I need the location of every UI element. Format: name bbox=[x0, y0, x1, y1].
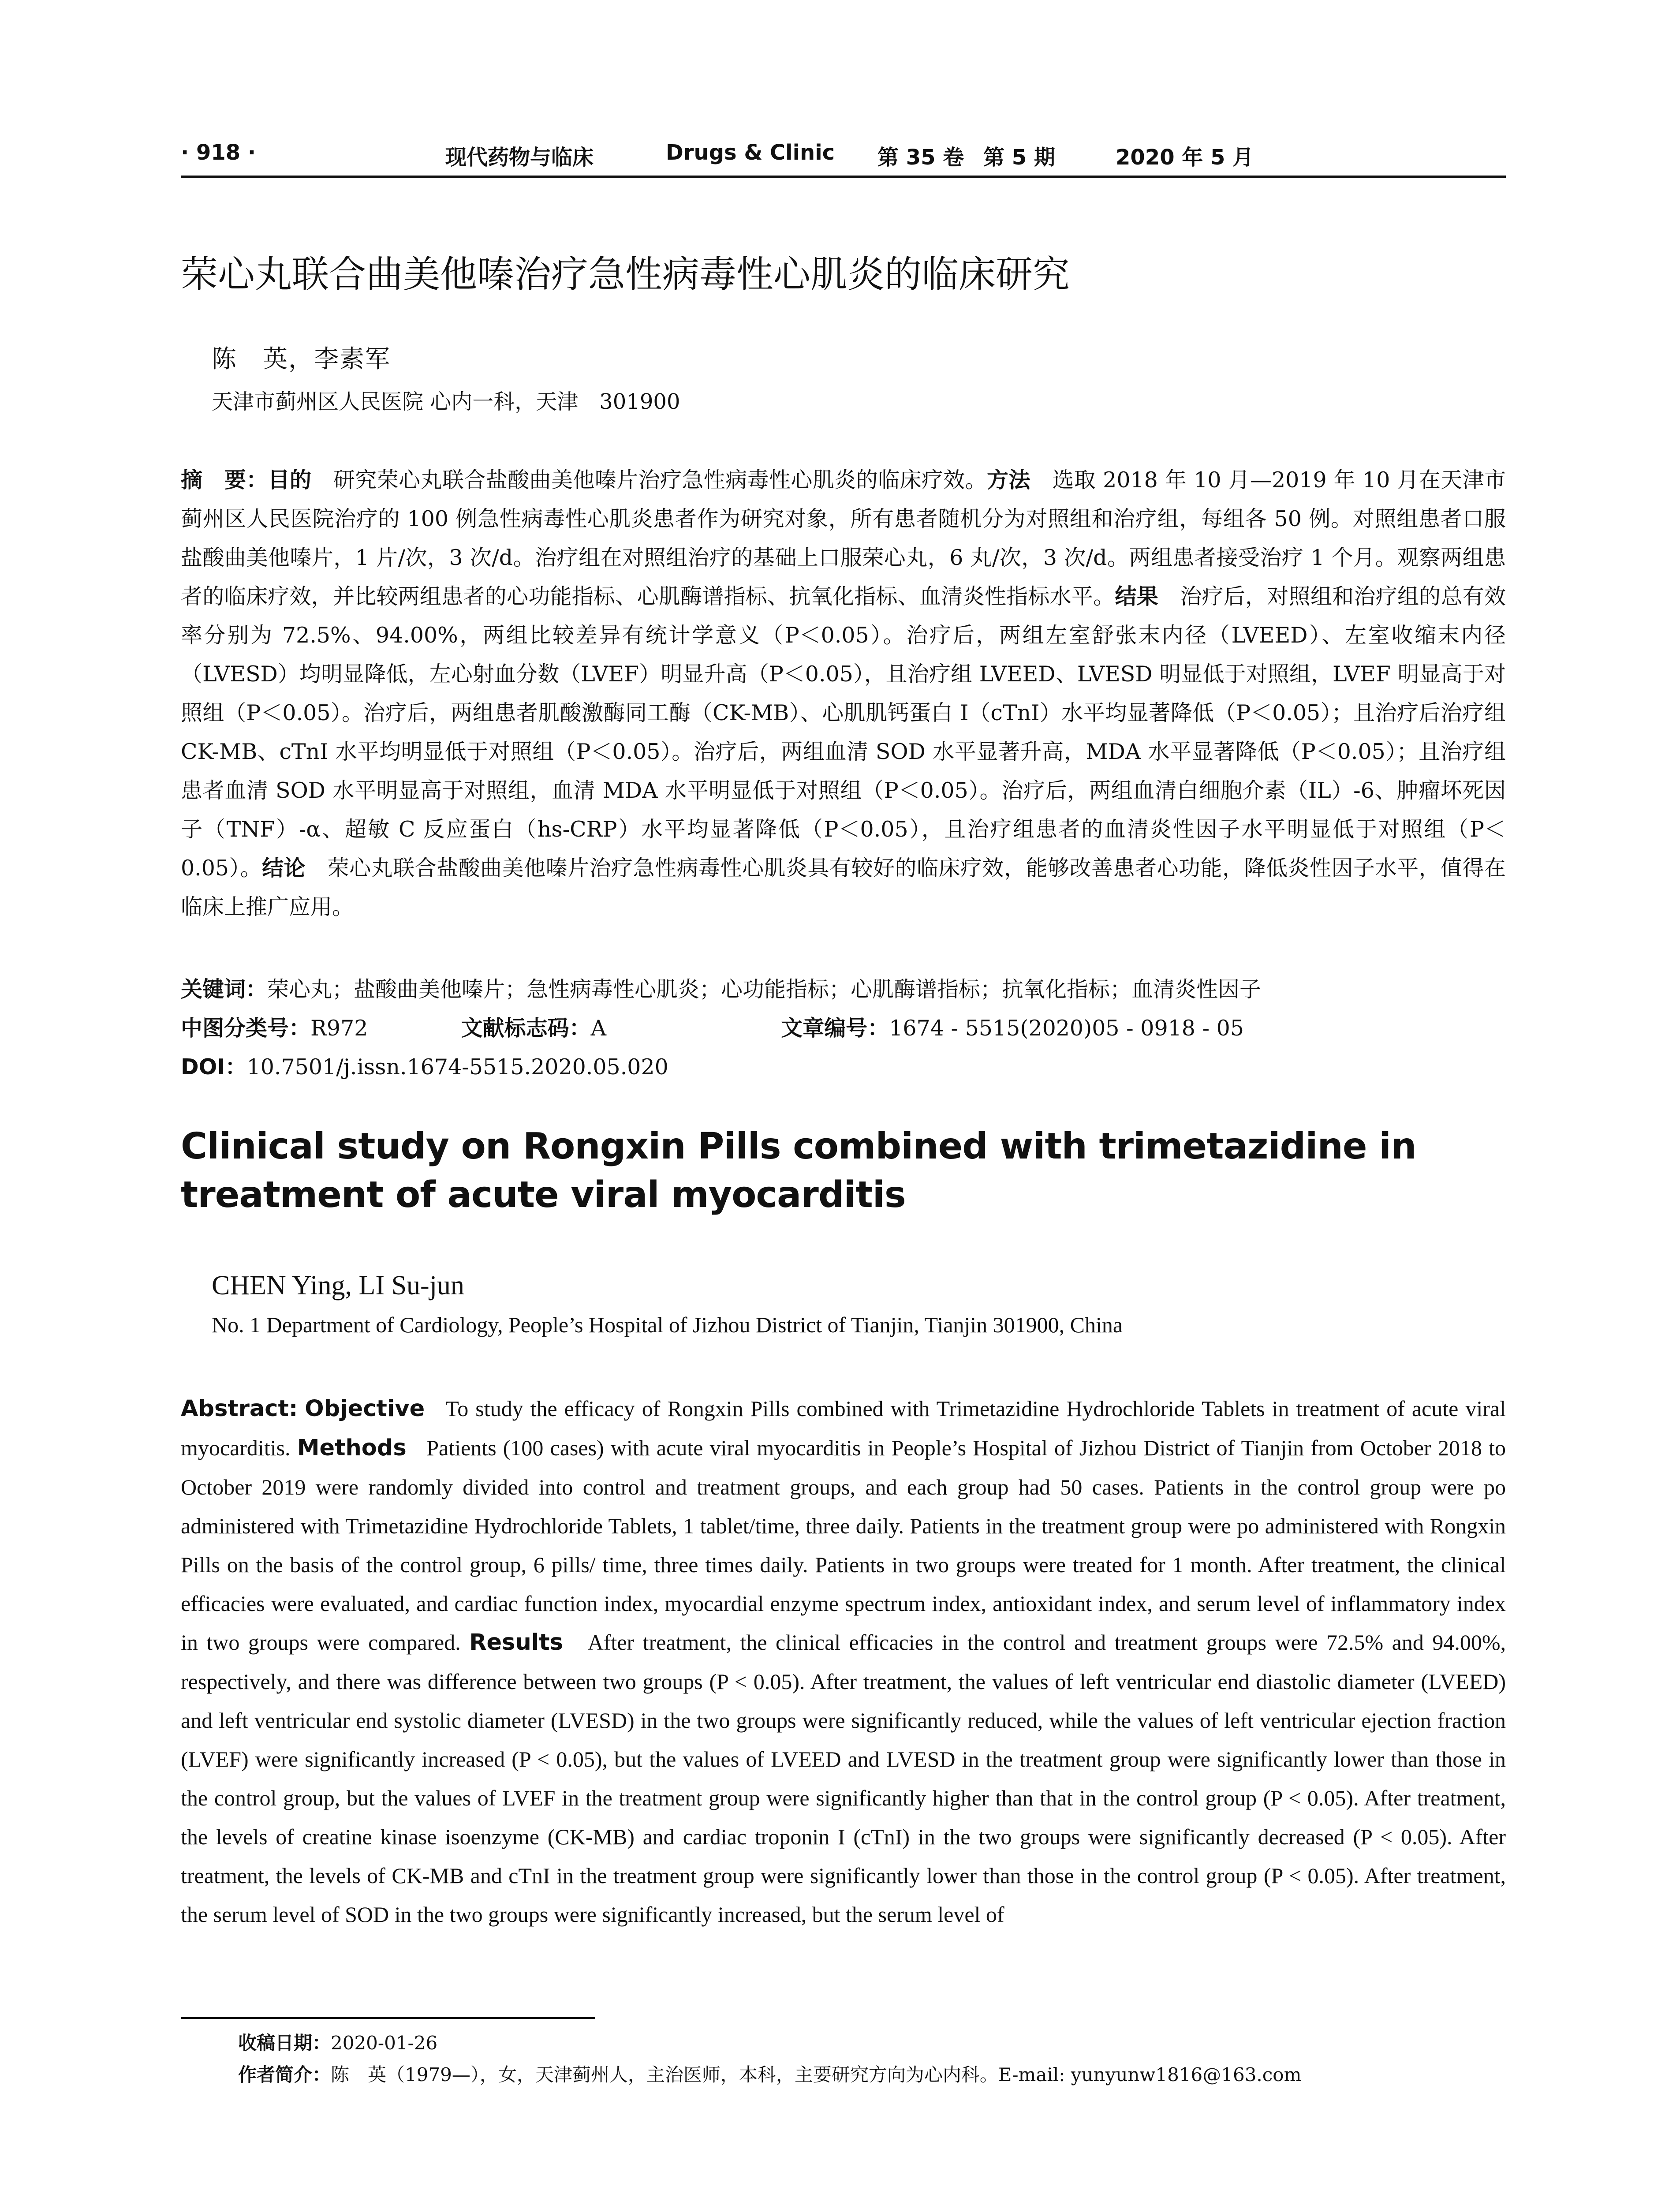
abstract-cn bbox=[181, 461, 1506, 927]
objective-text-cn: 研究荣心丸联合盐酸曲美他嗪片治疗急性病毒性心肌炎的临床疗效。 bbox=[333, 467, 987, 493]
article-no-label: 文章编号： bbox=[781, 1016, 889, 1041]
received-label: 收稿日期： bbox=[238, 2032, 331, 2054]
clc-label: 中图分类号： bbox=[181, 1016, 311, 1041]
objective-label-en: Objective bbox=[305, 1396, 425, 1422]
keywords-label: 关键词： bbox=[181, 977, 268, 1002]
journal-name-en: Drugs & Clinic bbox=[666, 140, 835, 165]
methods-text-cn: 选取 2018 年 10 月—2019 年 10 月在天津市蓟州区人民医院治疗的 100 例急性病毒性心肌炎患者作为研究对象，所有患者随机分为对照组和治疗组，每组各 50 例。对照组患者口服盐酸曲美他嗪片，1 片/次，3 次/d。治疗组在对照组治疗的基础上口服荣心丸，6 丸/次，3 次/d。两组患者接受治疗 1 个月。观察两组患者的临床疗效，并比较两组患者的心功能指标、心肌酶谱指标、抗氧化指标、血清炎性指标水平。 bbox=[181, 467, 1506, 609]
issue: 第 5 期 bbox=[983, 145, 1055, 170]
abstract-en bbox=[181, 1389, 1506, 1934]
results-text-cn: 治疗后，对照组和治疗组的总有效率分别为 72.5%、94.00%，两组比较差异有统计学意义（P＜0.05）。治疗后，两组左室舒张末内径（LVEED）、左室收缩末内径（LVESD）均明显降低，左心射血分数（LVEF）明显升高（P＜0.05），且治疗组 LVEED、LVESD 明显低于对照组，LVEF 明显高于对照组（P＜0.05）。治疗后，两组患者肌酸激酶同工酶（CK-MB）、心肌肌钙蛋白 I（cTnI）水平均显著降低（P＜0.05）；且治疗后治疗组 CK-MB、cTnI 水平均明显低于对照组（P＜0.05）。治疗后，两组血清 SOD 水平显著升高，MDA 水平显著降低（P＜0.05）；且治疗组患者血清 SOD 水平明显高于对照组，血清 MDA 水平明显低于对照组（P＜0.05）。治疗后，两组血清白细胞介素（IL）-6、肿瘤坏死因子（TNF）-α、超敏 C 反应蛋白（hs-CRP）水平均显著降低（P＜0.05），且治疗组患者的血清炎性因子水平明显低于对照组（P＜0.05）。 bbox=[181, 584, 1506, 881]
abstract-label-en: Abstract: bbox=[181, 1396, 298, 1422]
objective-text-en: To study the efficacy of Rongxin Pills combined with Trimetazidine Hydrochloride Tablets in treatment of acute viral myocarditis. bbox=[181, 1396, 1506, 1460]
received-value: 2020-01-26 bbox=[331, 2032, 438, 2054]
doi-label: DOI： bbox=[181, 1054, 247, 1080]
conclusion-label-cn: 结论 bbox=[262, 856, 306, 881]
author-bio-note bbox=[238, 2060, 1301, 2087]
doccode-field bbox=[461, 1011, 774, 1042]
doccode-label: 文献标志码： bbox=[461, 1016, 591, 1041]
affiliation-cn: 天津市蓟州区人民医院 心内一科，天津 301900 bbox=[212, 389, 680, 414]
authors-en: CHEN Ying, LI Su-jun bbox=[212, 1271, 464, 1301]
objective-label-cn: 目的 bbox=[268, 467, 312, 493]
running-header bbox=[181, 140, 1504, 176]
article-no-value: 1674 - 5515(2020)05 - 0918 - 05 bbox=[889, 1016, 1244, 1041]
doi-value[interactable]: 10.7501/j.issn.1674-5515.2020.05.020 bbox=[246, 1054, 668, 1080]
page-number: · 918 · bbox=[181, 140, 256, 165]
results-label-en: Results bbox=[469, 1629, 563, 1656]
methods-label-cn: 方法 bbox=[987, 467, 1030, 493]
keywords-text: 荣心丸；盐酸曲美他嗪片；急性病毒性心肌炎；心功能指标；心肌酶谱指标；抗氧化指标；血清炎性因子 bbox=[267, 977, 1262, 1002]
conclusion-text-cn: 荣心丸联合盐酸曲美他嗪片治疗急性病毒性心肌炎具有较好的临床疗效，能够改善患者心功能，降低炎性因子水平，值得在临床上推广应用。 bbox=[181, 856, 1506, 919]
clc-field bbox=[181, 1011, 454, 1042]
journal-name-cn: 现代药物与临床 bbox=[445, 146, 594, 169]
author-bio-label: 作者简介： bbox=[238, 2064, 331, 2085]
received-date-note bbox=[238, 2029, 437, 2055]
classification-line bbox=[181, 1011, 1244, 1042]
volume: 第 35 卷 bbox=[877, 145, 964, 170]
keywords-cn bbox=[181, 972, 1261, 1003]
abstract-label-cn: 摘 要： bbox=[181, 467, 268, 493]
affiliation-en: No. 1 Department of Cardiology, People’s Hospital of Jizhou District of Tianjin, Tianjin 301900, China bbox=[212, 1312, 1123, 1337]
issue-date: 2020 年 5 月 bbox=[1116, 145, 1254, 170]
article-no-field bbox=[781, 1011, 1244, 1042]
methods-text-en: Patients (100 cases) with acute viral myocarditis in People’s Hospital of Jizhou District of Tianjin from October 2018 to October 2019 were randomly divided into control and treatment groups, and each group had 50 cases. Patients in the control group were po administered with Trimetazidine Hydrochloride Tablets, 1 tablet/time, three daily. Patients in the treatment group were po administered with Rongxin Pills on the basis of the control group, 6 pills/ time, three times daily. Patients in two groups were treated for 1 month. After treatment, the clinical efficacies were evaluated, and cardiac function index, myocardial enzyme spectrum index, antioxidant index, and serum level of inflammatory index in two groups were compared. bbox=[181, 1435, 1506, 1655]
methods-label-en: Methods bbox=[297, 1435, 407, 1461]
doccode-value: A bbox=[590, 1016, 606, 1041]
authors-cn: 陈 英，李素军 bbox=[212, 345, 391, 374]
clc-value: R972 bbox=[310, 1016, 368, 1041]
header-rule bbox=[181, 176, 1506, 178]
author-bio-text: 陈 英（1979—），女，天津蓟州人，主治医师，本科，主要研究方向为心内科。E-mail: yunyunw1816@163.com bbox=[331, 2064, 1302, 2085]
doi-line bbox=[181, 1050, 668, 1081]
title-cn: 荣心丸联合曲美他嗪治疗急性病毒性心肌炎的临床研究 bbox=[181, 253, 1070, 296]
footnote-rule bbox=[181, 2017, 595, 2019]
results-text-en: After treatment, the clinical efficacies in the control and treatment groups were 72.5% and 94.00%, respectively, and there was difference between two groups (P < 0.05). After treatment, the values of left ventricular end diastolic diameter (LVEED) and left ventricular end systolic diameter (LVESD) in the two groups were significantly reduced, while the values of left ventricular ejection fraction (LVEF) were significantly increased (P < 0.05), but the values of LVEED and LVESD in the treatment group were significantly lower than those in the control group, but the values of LVEF in the treatment group were significantly higher than that in the control group (P < 0.05). After treatment, the levels of creatine kinase isoenzyme (CK-MB) and cardiac troponin I (cTnI) in the two groups were significantly decreased (P < 0.05). After treatment, the levels of CK-MB and cTnI in the treatment group were significantly lower than those in the control group (P < 0.05). After treatment, the serum level of SOD in the two groups were significantly increased, but the serum level of bbox=[181, 1630, 1506, 1927]
title-en: Clinical study on Rongxin Pills combined with trimetazidine in treatment of acute viral myocarditis bbox=[181, 1125, 1416, 1216]
results-label-cn: 结果 bbox=[1115, 584, 1158, 609]
